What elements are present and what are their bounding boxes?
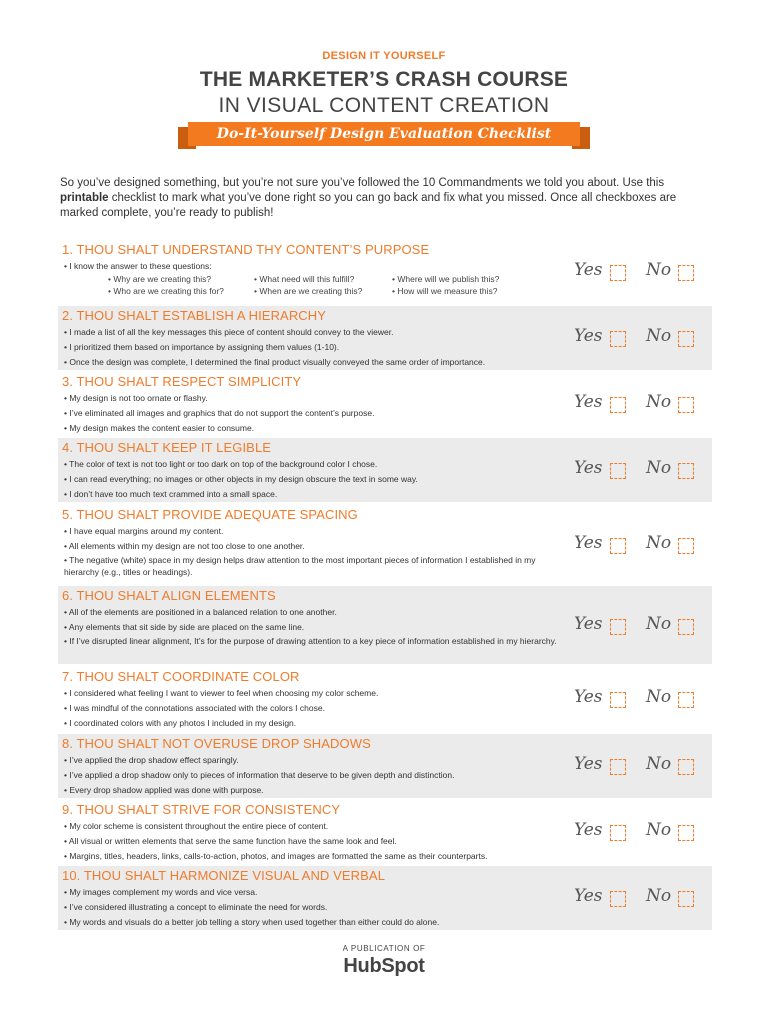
hubspot-logo: HubSpot xyxy=(343,955,425,977)
yes-no-group xyxy=(574,458,700,482)
checklist-item: • I was mindful of the connotations associated with the colors I chose. xyxy=(64,703,325,713)
checklist-item: • Any elements that sit side by side are placed on the same line. xyxy=(64,622,305,632)
no-checkbox[interactable] xyxy=(678,759,694,775)
intro-part2: checklist to mark what you’ve done right so you can go back and fix what you missed. Once all checkboxes are marked complete, you’re ready to publish! xyxy=(60,192,677,219)
section-title: 3. THOU SHALT RESPECT SIMPLICITY xyxy=(62,374,302,389)
intro-paragraph xyxy=(60,176,712,221)
no-checkbox[interactable] xyxy=(678,331,694,347)
yes-checkbox[interactable] xyxy=(610,891,626,907)
question-item: • Why are we creating this? xyxy=(108,274,212,284)
no-checkbox[interactable] xyxy=(678,825,694,841)
no-checkbox[interactable] xyxy=(678,265,694,281)
no-checkbox[interactable] xyxy=(678,538,694,554)
yes-label: Yes xyxy=(574,260,603,280)
checklist-item: • All visual or written elements that serve the same function have the same look and feel. xyxy=(64,836,397,846)
section-title: 2. THOU SHALT ESTABLISH A HIERARCHY xyxy=(62,308,327,323)
yes-no-group xyxy=(574,687,700,711)
checklist-item: • I’ve considered illustrating a concept to eliminate the need for words. xyxy=(64,902,328,912)
yes-no-group xyxy=(574,820,700,844)
checklist-item: • My design is not too ornate or flashy. xyxy=(64,393,208,403)
checklist-item: • Once the design was complete, I determined the final product visually conveyed the same order of importance. xyxy=(64,357,486,367)
no-label: No xyxy=(646,820,672,840)
yes-checkbox[interactable] xyxy=(610,265,626,281)
yes-label: Yes xyxy=(574,458,603,478)
yes-label: Yes xyxy=(574,754,603,774)
banner-ribbon xyxy=(178,122,590,152)
section-title: 8. THOU SHALT NOT OVERUSE DROP SHADOWS xyxy=(62,736,371,751)
no-label: No xyxy=(646,260,672,280)
checklist-item: • My images complement my words and vice versa. xyxy=(64,887,258,897)
header xyxy=(0,50,768,152)
section-title: 9. THOU SHALT STRIVE FOR CONSISTENCY xyxy=(62,802,341,817)
yes-checkbox[interactable] xyxy=(610,397,626,413)
title-line2: IN VISUAL CONTENT CREATION xyxy=(218,94,550,117)
yes-label: Yes xyxy=(574,886,603,906)
section-5 xyxy=(58,505,712,583)
publication-label: A PUBLICATION OF xyxy=(342,944,426,953)
yes-no-group xyxy=(574,533,700,557)
checklist-item: • I have equal margins around my content. xyxy=(64,526,224,536)
no-label: No xyxy=(646,458,672,478)
section-title: 1. THOU SHALT UNDERSTAND THY CONTENT’S PURPOSE xyxy=(62,242,430,257)
checklist-item: • My design makes the content easier to consume. xyxy=(64,423,255,433)
question-item: • How will we measure this? xyxy=(392,286,498,296)
yes-no-group xyxy=(574,260,700,284)
section-title: 4. THOU SHALT KEEP IT LEGIBLE xyxy=(62,440,272,455)
yes-no-group xyxy=(574,392,700,416)
yes-checkbox[interactable] xyxy=(610,692,626,708)
no-checkbox[interactable] xyxy=(678,463,694,479)
section-1 xyxy=(58,240,712,302)
checklist-item: • My color scheme is consistent throughout the entire piece of content. xyxy=(64,821,329,831)
checklist-item: • I can read everything; no images or other objects in my design obscure the text in some way. xyxy=(64,474,418,484)
checklist-item: • I’ve applied the drop shadow effect sparingly. xyxy=(64,755,239,765)
yes-label: Yes xyxy=(574,326,603,346)
checklist-item: • If I’ve disrupted linear alignment, It’s for the purpose of drawing attention to a key piece of information established in my hierarchy. xyxy=(64,636,557,646)
question-item: • What need will this fulfill? xyxy=(254,274,355,284)
yes-label: Yes xyxy=(574,820,603,840)
yes-label: Yes xyxy=(574,687,603,707)
section-8 xyxy=(58,734,712,798)
no-checkbox[interactable] xyxy=(678,692,694,708)
yes-checkbox[interactable] xyxy=(610,759,626,775)
no-label: No xyxy=(646,886,672,906)
no-label: No xyxy=(646,392,672,412)
section-9 xyxy=(58,800,712,864)
no-label: No xyxy=(646,687,672,707)
section-title: 6. THOU SHALT ALIGN ELEMENTS xyxy=(62,588,276,603)
intro-bold: printable xyxy=(60,192,109,204)
checklist-item: • I don’t have too much text crammed into a small space. xyxy=(64,489,278,499)
yes-checkbox[interactable] xyxy=(610,331,626,347)
section-10 xyxy=(58,866,712,930)
yes-label: Yes xyxy=(574,392,603,412)
checklist-item: • My words and visuals do a better job telling a story when used together than either could do alone. xyxy=(64,917,440,927)
checklist-item: • I considered what feeling I want to viewer to feel when choosing my color scheme. xyxy=(64,688,379,698)
section-title: 5. THOU SHALT PROVIDE ADEQUATE SPACING xyxy=(62,507,358,522)
section-6 xyxy=(58,586,712,664)
no-checkbox[interactable] xyxy=(678,619,694,635)
question-item: • When are we creating this? xyxy=(254,286,363,296)
checklist-item: • All elements within my design are not too close to one another. xyxy=(64,541,305,551)
yes-label: Yes xyxy=(574,533,603,553)
no-label: No xyxy=(646,754,672,774)
footer xyxy=(0,944,768,978)
checklist-item: • I coordinated colors with any photos I included in my design. xyxy=(64,718,297,728)
yes-checkbox[interactable] xyxy=(610,619,626,635)
section-title: 7. THOU SHALT COORDINATE COLOR xyxy=(62,669,300,684)
banner-text: Do-It-Yourself Design Evaluation Checklist xyxy=(188,122,580,146)
checklist-item: • I’ve eliminated all images and graphics that do not support the content’s purpose. xyxy=(64,408,375,418)
section-3 xyxy=(58,372,712,436)
question-item: • Who are we creating this for? xyxy=(108,286,224,296)
checklist-item: • I made a list of all the key messages this piece of content should convey to the viewer. xyxy=(64,327,394,337)
checklist-item: • I prioritized them based on importance by assigning them values (1-10). xyxy=(64,342,340,352)
no-label: No xyxy=(646,326,672,346)
question-item: • Where will we publish this? xyxy=(392,274,500,284)
yes-no-group xyxy=(574,754,700,778)
yes-no-group xyxy=(574,614,700,638)
checklist-item: • The negative (white) space in my design helps draw attention to the most important pieces of information I established in my hierarchy (e.g., titles or headings). xyxy=(64,555,536,577)
yes-label: Yes xyxy=(574,614,603,634)
section-4 xyxy=(58,438,712,502)
intro-part1: So you’ve designed something, but you’re not sure you’ve followed the 10 Commandments we told you about. Use this xyxy=(60,177,665,189)
yes-checkbox[interactable] xyxy=(610,538,626,554)
yes-checkbox[interactable] xyxy=(610,463,626,479)
section-title: 10. THOU SHALT HARMONIZE VISUAL AND VERBAL xyxy=(62,868,386,883)
checklist-item: • Margins, titles, headers, links, calls-to-action, photos, and images are formatted the same as their counterparts. xyxy=(64,851,488,861)
no-label: No xyxy=(646,614,672,634)
kicker: DESIGN IT YOURSELF xyxy=(322,50,446,62)
yes-checkbox[interactable] xyxy=(610,825,626,841)
section-7 xyxy=(58,667,712,731)
no-checkbox[interactable] xyxy=(678,891,694,907)
checklist-item: • All of the elements are positioned in a balanced relation to one another. xyxy=(64,607,337,617)
checklist-item: • Every drop shadow applied was done with purpose. xyxy=(64,785,264,795)
no-label: No xyxy=(646,533,672,553)
section-2 xyxy=(58,306,712,370)
checklist-item: • The color of text is not too light or too dark on top of the background color I chose. xyxy=(64,459,378,469)
yes-no-group xyxy=(574,326,700,350)
title-line1: THE MARKETER’S CRASH COURSE xyxy=(199,68,569,91)
checklist-item: • I’ve applied a drop shadow only to pieces of information that deserve to be given depth and distinction. xyxy=(64,770,455,780)
checklist-item: • I know the answer to these questions: xyxy=(64,261,212,271)
no-checkbox[interactable] xyxy=(678,397,694,413)
yes-no-group xyxy=(574,886,700,910)
